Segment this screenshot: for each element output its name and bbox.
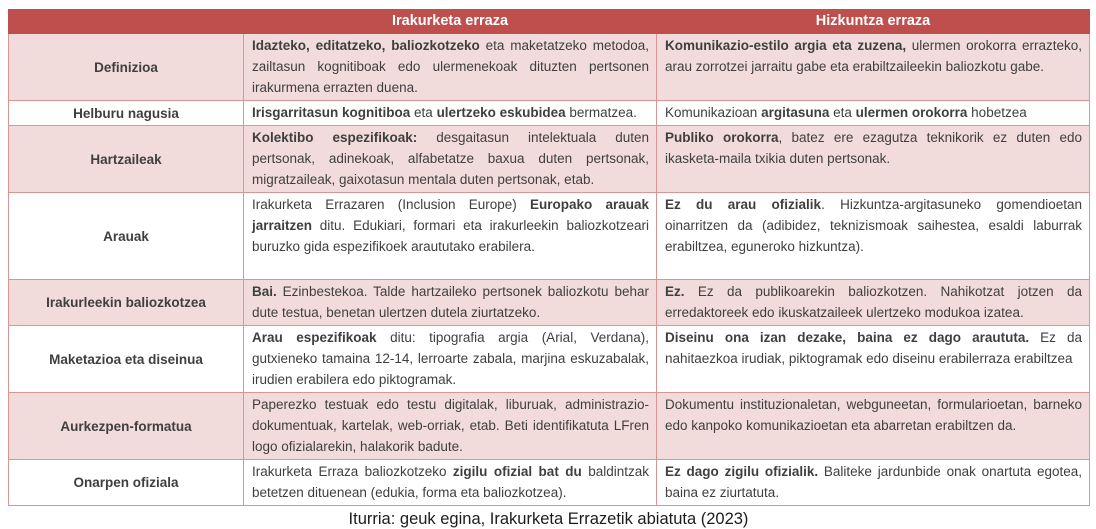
cell-easy-language — [657, 34, 1090, 101]
text-segment: ulermen orokorra errazteko, arau zorrotzei jarraitu gabe eta erabiltzaileekin baliozkotu gabe. — [665, 38, 1082, 74]
bold-text-segment: Kolektibo espezifikoak: — [252, 130, 418, 145]
text-segment: eta — [829, 105, 856, 120]
bold-text-segment: Diseinu ona izan dezake, baina ez dago araututa. — [665, 330, 1030, 345]
row-label: Definizioa — [9, 34, 244, 101]
bold-text-segment: Europako arauak jarraitzen — [252, 197, 649, 233]
cell-easy-language — [657, 326, 1090, 393]
cell-easy-language — [657, 126, 1090, 193]
text-segment: bermatzea. — [565, 105, 637, 120]
bold-text-segment: Publiko orokorra — [665, 130, 779, 145]
text-segment: Baliteke jardunbide onak onartuta egotea, baina ez ziurtatuta. — [665, 464, 1082, 500]
table-row — [9, 101, 1090, 126]
bold-text-segment: argitasuna — [761, 105, 830, 120]
cell-easy-language — [657, 193, 1090, 280]
table-row — [9, 193, 1090, 280]
table-body — [9, 34, 1090, 506]
bold-text-segment: Ez dago zigilu ofizialik. — [665, 464, 819, 479]
text-segment: Irakurketa Erraza baliozkotzeko — [252, 464, 453, 479]
row-label: Irakurleekin baliozkotzea — [9, 280, 244, 326]
cell-easy-language — [657, 460, 1090, 506]
text-segment: Paperezko testuak edo testu digitalak, liburuak, administrazio-dokumentuak, kartelak, web-orriak, etab. Beti identifikatuta LFren logo ofizialarekin, halakorik badute. — [252, 397, 649, 454]
cell-easy-reading — [244, 393, 657, 460]
bold-text-segment: Idazteko, editatzeko, baliozkotzeko — [252, 38, 480, 53]
cell-easy-language — [657, 101, 1090, 126]
text-segment: Ez da nahitaezkoa irudiak, piktogramak edo diseinu erabilerraza erabiltzea — [665, 330, 1082, 366]
cell-easy-language — [657, 393, 1090, 460]
text-segment: eta maketatzeko metodoa, zailtasun kognitiboak edo ulermenekoak dituzten pertsonen irakurmena errazten duena. — [252, 38, 649, 95]
cell-easy-reading — [244, 193, 657, 280]
cell-easy-reading — [244, 126, 657, 193]
text-segment: Dokumentu instituzionaletan, webguneetan, formularioetan, barneko edo kanpoko komunikazioetan eta abarretan erabiltzen da. — [665, 397, 1082, 433]
text-segment: eta — [410, 105, 437, 120]
bold-text-segment: Ez du arau ofizialik — [665, 197, 822, 212]
comparison-table — [8, 9, 1090, 506]
text-segment: , batez ere ezagutza teknikorik ez duten edo ikasketa-maila txikia duten pertsonak. — [665, 130, 1082, 166]
cell-easy-reading — [244, 101, 657, 126]
table-row — [9, 280, 1090, 326]
text-segment: desgaitasun intelektuala duten pertsonak, adinekoak, alfabetatze baxua duten pertsonak, migratzaileak, gaixotasun mentala duten pertsonak, etab. — [252, 130, 649, 187]
text-segment: ditu. Edukiari, formari eta irakurleekin baliozkotzeari buruzko gida espezifikoek araututako erabilera. — [252, 218, 649, 254]
text-segment: hobetzea — [967, 105, 1027, 120]
table-row — [9, 460, 1090, 506]
bold-text-segment: Arau espezifikoak — [252, 330, 377, 345]
bold-text-segment: Irisgarritasun kognitiboa — [252, 105, 411, 120]
cell-easy-reading — [244, 460, 657, 506]
source-caption: Iturria: geuk egina, Irakurketa Errazetik abiatuta (2023) — [348, 510, 749, 528]
text-segment: baldintzak betetzen dituenean (edukia, forma eta baliozkotzea). — [252, 464, 649, 500]
text-segment: Ezinbestekoa. Talde hartzaileko pertsonek baliozkotu behar dute testua, benetan ulertzen dutela ziurtatzeko. — [252, 284, 649, 320]
row-label: Helburu nagusia — [9, 101, 244, 126]
text-segment: Irakurketa Errazaren (Inclusion Europe) — [252, 197, 530, 212]
header-easy-language: Hizkuntza erraza — [657, 10, 1090, 34]
bold-text-segment: Komunikazio-estilo argia eta zuzena, — [665, 38, 907, 53]
header-corner-cell — [9, 10, 244, 34]
cell-easy-reading — [244, 34, 657, 101]
cell-easy-language — [657, 280, 1090, 326]
header-easy-reading: Irakurketa erraza — [244, 10, 657, 34]
table-row — [9, 393, 1090, 460]
text-segment: . Hizkuntza-argitasuneko gomendioetan oinarritzen da (adibidez, teknizismoak saihestea, esaldi laburrak erabiltzea, eguneroko hizkuntza). — [665, 197, 1082, 254]
table-row — [9, 126, 1090, 193]
bold-text-segment: Ez. — [665, 284, 685, 299]
cell-easy-reading — [244, 280, 657, 326]
row-label: Maketazioa eta diseinua — [9, 326, 244, 393]
table-header — [9, 10, 1090, 34]
bold-text-segment: zigilu ofizial bat du — [452, 464, 582, 479]
comparison-table-container — [8, 9, 1089, 529]
row-label: Arauak — [9, 193, 244, 280]
bold-text-segment: ulermen orokorra — [855, 105, 968, 120]
bold-text-segment: ulertzeko eskubidea — [436, 105, 566, 120]
text-segment: Komunikazioan — [665, 105, 762, 120]
table-row — [9, 34, 1090, 101]
row-label: Aurkezpen-formatua — [9, 393, 244, 460]
text-segment: Ez da publikoarekin baliozkotzen. Nahikotzat jotzen da erredaktoreek edo ikuskatzaileek ulertzeko modukoa izatea. — [665, 284, 1082, 320]
row-label: Onarpen ofiziala — [9, 460, 244, 506]
bold-text-segment: Bai. — [252, 284, 277, 299]
text-segment: ditu: tipografia argia (Arial, Verdana), gutxieneko tamaina 12-14, lerroarte zabala, marjina eskuzabalak, irudien erabilera edo piktogramak. — [252, 330, 649, 387]
table-row — [9, 326, 1090, 393]
cell-easy-reading — [244, 326, 657, 393]
header-row — [9, 10, 1090, 34]
row-label: Hartzaileak — [9, 126, 244, 193]
